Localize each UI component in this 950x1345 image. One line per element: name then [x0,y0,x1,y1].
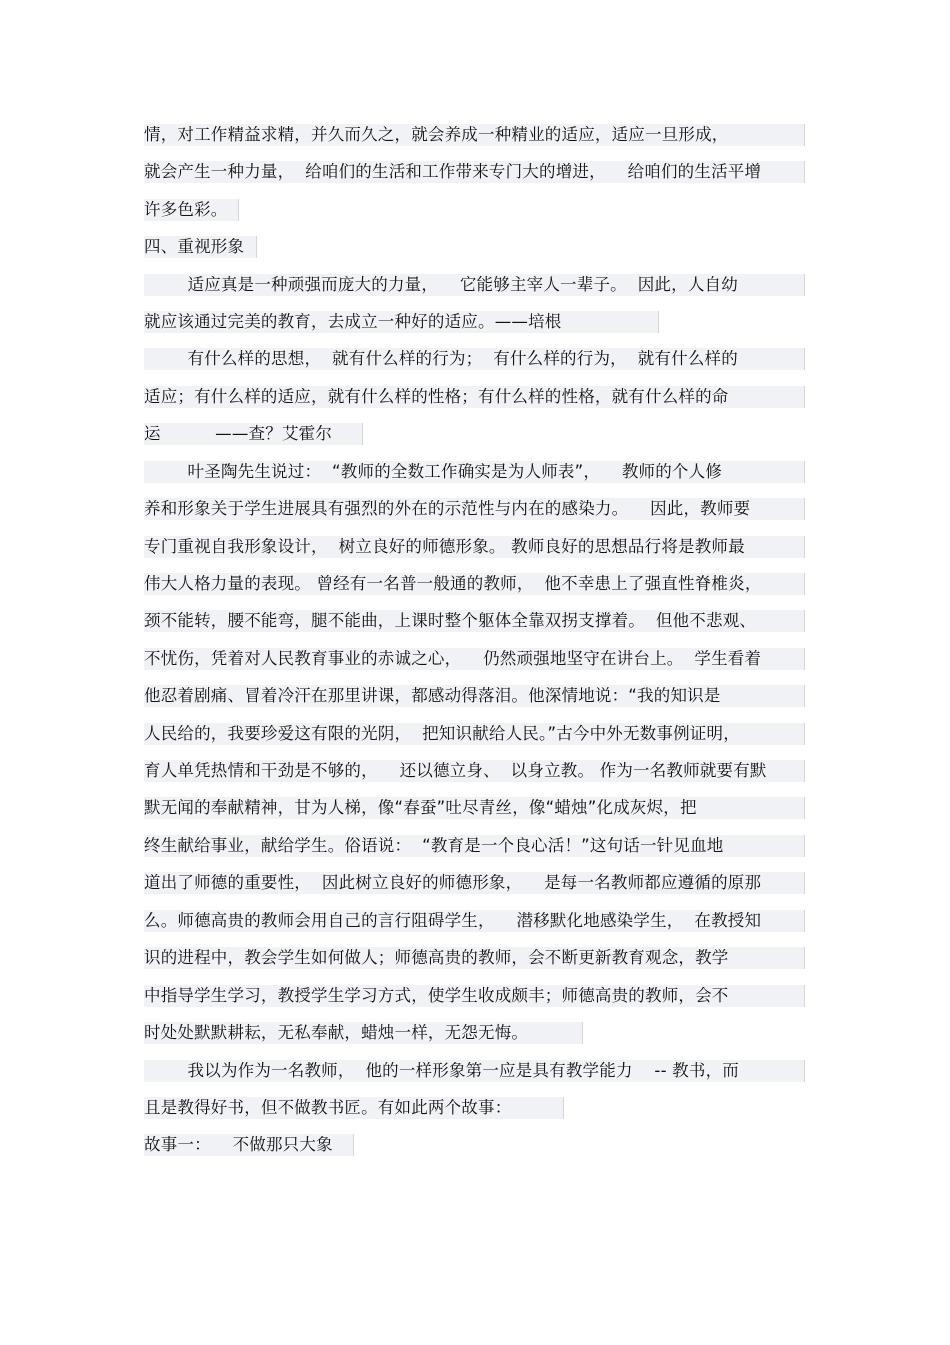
text-line: 时处处默默耕耘，无私奉献，蜡烛一样，无怨无悔。 [144,1022,583,1044]
text-line: 情，对工作精益求精，并久而久之，就会养成一种精业的适应，适应一旦形成， [144,124,805,146]
text-line: 适应；有什么样的适应，就有什么样的性格；有什么样的性格，就有什么样的命 [144,386,805,408]
section-heading: 四、重视形象 [144,236,257,258]
text-line: 道出了师德的重要性， 因此树立良好的师德形象， 是每一名教师都应遵循的原那 [144,872,805,894]
text-line: 伟大人格力量的表现。 曾经有一名普一般通的教师， 他不幸患上了强直性脊椎炎， [144,573,805,595]
text-line: 颈不能转，腰不能弯，腿不能曲，上课时整个躯体全靠双拐支撑着。 但他不悲观、 [144,610,805,632]
text-line: 专门重视自我形象设计， 树立良好的师德形象。 教师良好的思想品行将是教师最 [144,536,805,558]
text-line: 适应真是一种顽强而庞大的力量， 它能够主宰人一辈子。 因此，人自幼 [144,274,805,296]
text-line: 中指导学生学习，教授学生学习方式，使学生收成颇丰；师德高贵的教师，会不 [144,985,805,1007]
text-line: 养和形象关于学生进展具有强烈的外在的示范性与内在的感染力。 因此，教师要 [144,498,805,520]
text-line: 叶圣陶先生说过： “教师的全数工作确实是为人师表”， 教师的个人修 [144,461,805,483]
text-line: 且是教得好书，但不做教书匠。有如此两个故事： [144,1097,564,1119]
text-line: 就应该通过完美的教育，去成立一种好的适应。——培根 [144,311,659,333]
text-line: 人民给的，我要珍爱这有限的光阴， 把知识献给人民。”古今中外无数事例证明， [144,723,805,745]
text-line: 有什么样的思想， 就有什么样的行为； 有什么样的行为， 就有什么样的 [144,348,805,370]
text-line: 许多色彩。 [144,199,239,221]
text-line: 他忍着剧痛、冒着冷汗在那里讲课，都感动得落泪。他深情地说：“我的知识是 [144,685,805,707]
text-line: 识的进程中，教会学生如何做人；师德高贵的教师，会不断更新教育观念，教学 [144,947,805,969]
text-line: 么。师德高贵的教师会用自己的言行阻碍学生， 潜移默化地感染学生， 在教授知 [144,910,805,932]
text-line: 不忧伤，凭着对人民教育事业的赤诚之心， 仍然顽强地坚守在讲台上。 学生看着 [144,648,805,670]
text-line: 默无闻的奉献精神，甘为人梯，像“春蚕”吐尽青丝，像“蜡烛”化成灰烬，把 [144,797,805,819]
story-heading: 故事一： 不做那只大象 [144,1134,354,1156]
text-line: 就会产生一种力量， 给咱们的生活和工作带来专门大的增进， 给咱们的生活平增 [144,161,805,183]
text-line: 育人单凭热情和干劲是不够的， 还以德立身、 以身立教。 作为一名教师就要有默 [144,760,805,782]
text-line: 我以为作为一名教师， 他的一样形象第一应是具有教学能力 -- 教书，而 [144,1060,805,1082]
text-line: 运 ——查？艾霍尔 [144,423,363,445]
text-line: 终生献给事业，献给学生。俗语说： “教育是一个良心活！”这句话一针见血地 [144,835,805,857]
